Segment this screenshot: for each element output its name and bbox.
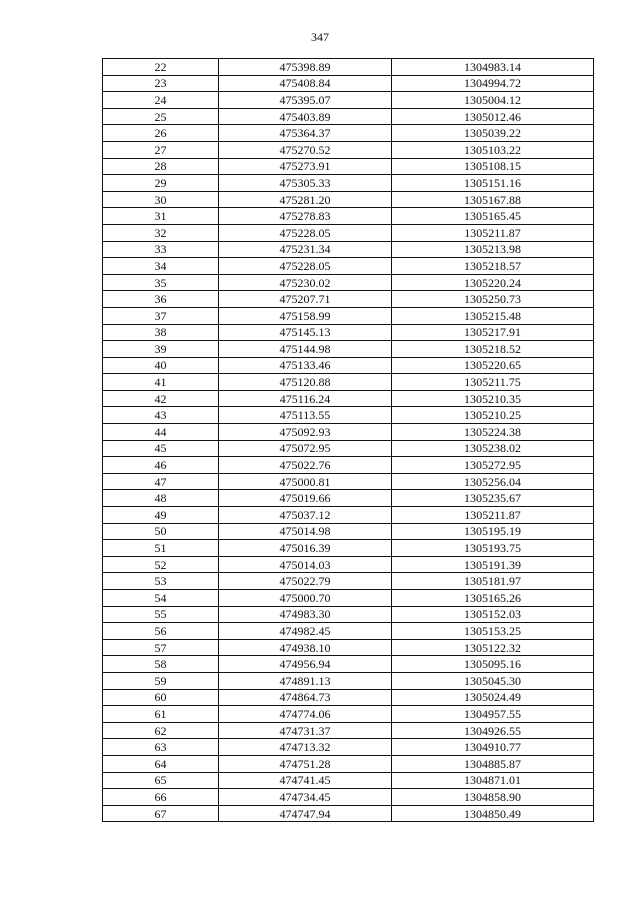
x-coordinate-cell: 475281.20: [219, 191, 392, 208]
point-number-cell: 31: [103, 208, 219, 225]
point-number-cell: 25: [103, 108, 219, 125]
point-number-cell: 49: [103, 507, 219, 524]
table-row: [103, 108, 594, 125]
point-number-cell: 48: [103, 490, 219, 507]
table-row: [103, 291, 594, 308]
y-coordinate-cell: 1305220.65: [392, 357, 594, 374]
x-coordinate-cell: 475113.55: [219, 407, 392, 424]
table-row: [103, 490, 594, 507]
table-row: [103, 424, 594, 441]
x-coordinate-cell: 475072.95: [219, 440, 392, 457]
table-row: [103, 656, 594, 673]
x-coordinate-cell: 475014.03: [219, 556, 392, 573]
y-coordinate-cell: 1305213.98: [392, 241, 594, 258]
point-number-cell: 26: [103, 125, 219, 142]
table-row: [103, 473, 594, 490]
y-coordinate-cell: 1305195.19: [392, 523, 594, 540]
point-number-cell: 44: [103, 424, 219, 441]
y-coordinate-cell: 1305238.02: [392, 440, 594, 457]
table-row: [103, 573, 594, 590]
y-coordinate-cell: 1304983.14: [392, 59, 594, 76]
x-coordinate-cell: 475278.83: [219, 208, 392, 225]
y-coordinate-cell: 1305181.97: [392, 573, 594, 590]
x-coordinate-cell: 475207.71: [219, 291, 392, 308]
x-coordinate-cell: 474741.45: [219, 772, 392, 789]
page-number: 347: [311, 30, 329, 44]
table-row: [103, 805, 594, 822]
point-number-cell: 57: [103, 639, 219, 656]
point-number-cell: 61: [103, 706, 219, 723]
x-coordinate-cell: 475144.98: [219, 341, 392, 358]
point-number-cell: 60: [103, 689, 219, 706]
point-number-cell: 54: [103, 590, 219, 607]
point-number-cell: 43: [103, 407, 219, 424]
point-number-cell: 47: [103, 473, 219, 490]
table-row: [103, 75, 594, 92]
x-coordinate-cell: 475403.89: [219, 108, 392, 125]
y-coordinate-cell: 1305272.95: [392, 457, 594, 474]
x-coordinate-cell: 475000.81: [219, 473, 392, 490]
table-row: [103, 789, 594, 806]
table-row: [103, 772, 594, 789]
point-number-cell: 28: [103, 158, 219, 175]
table-row: [103, 125, 594, 142]
x-coordinate-cell: 475228.05: [219, 224, 392, 241]
y-coordinate-cell: 1304850.49: [392, 805, 594, 822]
x-coordinate-cell: 474864.73: [219, 689, 392, 706]
y-coordinate-cell: 1305211.87: [392, 507, 594, 524]
point-number-cell: 29: [103, 175, 219, 192]
table-row: [103, 224, 594, 241]
x-coordinate-cell: 475158.99: [219, 307, 392, 324]
table-row: [103, 307, 594, 324]
x-coordinate-cell: 474956.94: [219, 656, 392, 673]
point-number-cell: 35: [103, 274, 219, 291]
y-coordinate-cell: 1305218.57: [392, 258, 594, 275]
table-row: [103, 639, 594, 656]
point-number-cell: 22: [103, 59, 219, 76]
x-coordinate-cell: 475230.02: [219, 274, 392, 291]
x-coordinate-cell: 475037.12: [219, 507, 392, 524]
x-coordinate-cell: 475120.88: [219, 374, 392, 391]
y-coordinate-cell: 1305256.04: [392, 473, 594, 490]
x-coordinate-cell: 475231.34: [219, 241, 392, 258]
point-number-cell: 36: [103, 291, 219, 308]
y-coordinate-cell: 1305250.73: [392, 291, 594, 308]
y-coordinate-cell: 1304885.87: [392, 755, 594, 772]
x-coordinate-cell: 475014.98: [219, 523, 392, 540]
y-coordinate-cell: 1304957.55: [392, 706, 594, 723]
point-number-cell: 51: [103, 540, 219, 557]
table-row: [103, 556, 594, 573]
coordinates-table-body: [103, 59, 594, 822]
y-coordinate-cell: 1304994.72: [392, 75, 594, 92]
table-row: [103, 540, 594, 557]
x-coordinate-cell: 475022.76: [219, 457, 392, 474]
table-row: [103, 407, 594, 424]
x-coordinate-cell: 475273.91: [219, 158, 392, 175]
table-row: [103, 689, 594, 706]
table-row: [103, 606, 594, 623]
table-row: [103, 191, 594, 208]
point-number-cell: 46: [103, 457, 219, 474]
y-coordinate-cell: 1305122.32: [392, 639, 594, 656]
point-number-cell: 42: [103, 390, 219, 407]
point-number-cell: 40: [103, 357, 219, 374]
table-row: [103, 258, 594, 275]
point-number-cell: 39: [103, 341, 219, 358]
x-coordinate-cell: 474774.06: [219, 706, 392, 723]
x-coordinate-cell: 475022.79: [219, 573, 392, 590]
table-row: [103, 507, 594, 524]
x-coordinate-cell: 474982.45: [219, 623, 392, 640]
x-coordinate-cell: 474747.94: [219, 805, 392, 822]
point-number-cell: 23: [103, 75, 219, 92]
point-number-cell: 50: [103, 523, 219, 540]
table-row: [103, 672, 594, 689]
x-coordinate-cell: 474713.32: [219, 739, 392, 756]
y-coordinate-cell: 1305191.39: [392, 556, 594, 573]
point-number-cell: 33: [103, 241, 219, 258]
y-coordinate-cell: 1305215.48: [392, 307, 594, 324]
x-coordinate-cell: 475364.37: [219, 125, 392, 142]
y-coordinate-cell: 1305004.12: [392, 92, 594, 109]
x-coordinate-cell: 475092.93: [219, 424, 392, 441]
y-coordinate-cell: 1305193.75: [392, 540, 594, 557]
table-row: [103, 440, 594, 457]
y-coordinate-cell: 1305039.22: [392, 125, 594, 142]
y-coordinate-cell: 1305151.16: [392, 175, 594, 192]
table-row: [103, 755, 594, 772]
y-coordinate-cell: 1305024.49: [392, 689, 594, 706]
x-coordinate-cell: 475305.33: [219, 175, 392, 192]
x-coordinate-cell: 474938.10: [219, 639, 392, 656]
y-coordinate-cell: 1305165.45: [392, 208, 594, 225]
y-coordinate-cell: 1304926.55: [392, 722, 594, 739]
x-coordinate-cell: 474731.37: [219, 722, 392, 739]
x-coordinate-cell: 475395.07: [219, 92, 392, 109]
x-coordinate-cell: 474983.30: [219, 606, 392, 623]
table-row: [103, 357, 594, 374]
point-number-cell: 41: [103, 374, 219, 391]
point-number-cell: 64: [103, 755, 219, 772]
y-coordinate-cell: 1304871.01: [392, 772, 594, 789]
table-row: [103, 341, 594, 358]
y-coordinate-cell: 1305012.46: [392, 108, 594, 125]
point-number-cell: 58: [103, 656, 219, 673]
y-coordinate-cell: 1305153.25: [392, 623, 594, 640]
table-row: [103, 390, 594, 407]
y-coordinate-cell: 1305211.87: [392, 224, 594, 241]
point-number-cell: 62: [103, 722, 219, 739]
x-coordinate-cell: 475000.70: [219, 590, 392, 607]
table-row: [103, 274, 594, 291]
x-coordinate-cell: 475228.05: [219, 258, 392, 275]
y-coordinate-cell: 1305220.24: [392, 274, 594, 291]
point-number-cell: 59: [103, 672, 219, 689]
y-coordinate-cell: 1305103.22: [392, 141, 594, 158]
table-row: [103, 523, 594, 540]
point-number-cell: 24: [103, 92, 219, 109]
table-row: [103, 208, 594, 225]
table-row: [103, 158, 594, 175]
table-row: [103, 59, 594, 76]
point-number-cell: 27: [103, 141, 219, 158]
table-row: [103, 457, 594, 474]
point-number-cell: 37: [103, 307, 219, 324]
x-coordinate-cell: 475116.24: [219, 390, 392, 407]
y-coordinate-cell: 1304858.90: [392, 789, 594, 806]
table-row: [103, 241, 594, 258]
point-number-cell: 38: [103, 324, 219, 341]
point-number-cell: 67: [103, 805, 219, 822]
table-row: [103, 623, 594, 640]
y-coordinate-cell: 1304910.77: [392, 739, 594, 756]
point-number-cell: 66: [103, 789, 219, 806]
y-coordinate-cell: 1305217.91: [392, 324, 594, 341]
x-coordinate-cell: 474891.13: [219, 672, 392, 689]
y-coordinate-cell: 1305211.75: [392, 374, 594, 391]
x-coordinate-cell: 475408.84: [219, 75, 392, 92]
table-row: [103, 722, 594, 739]
y-coordinate-cell: 1305095.16: [392, 656, 594, 673]
point-number-cell: 56: [103, 623, 219, 640]
x-coordinate-cell: 475019.66: [219, 490, 392, 507]
point-number-cell: 34: [103, 258, 219, 275]
y-coordinate-cell: 1305167.88: [392, 191, 594, 208]
point-number-cell: 55: [103, 606, 219, 623]
table-row: [103, 175, 594, 192]
point-number-cell: 30: [103, 191, 219, 208]
table-row: [103, 92, 594, 109]
y-coordinate-cell: 1305224.38: [392, 424, 594, 441]
y-coordinate-cell: 1305045.30: [392, 672, 594, 689]
point-number-cell: 45: [103, 440, 219, 457]
y-coordinate-cell: 1305108.15: [392, 158, 594, 175]
y-coordinate-cell: 1305152.03: [392, 606, 594, 623]
point-number-cell: 65: [103, 772, 219, 789]
table-row: [103, 324, 594, 341]
coordinates-table: [102, 58, 594, 822]
x-coordinate-cell: 474734.45: [219, 789, 392, 806]
y-coordinate-cell: 1305210.35: [392, 390, 594, 407]
y-coordinate-cell: 1305210.25: [392, 407, 594, 424]
point-number-cell: 53: [103, 573, 219, 590]
y-coordinate-cell: 1305235.67: [392, 490, 594, 507]
point-number-cell: 52: [103, 556, 219, 573]
x-coordinate-cell: 475145.13: [219, 324, 392, 341]
table-row: [103, 706, 594, 723]
x-coordinate-cell: 475270.52: [219, 141, 392, 158]
y-coordinate-cell: 1305165.26: [392, 590, 594, 607]
x-coordinate-cell: 475133.46: [219, 357, 392, 374]
point-number-cell: 32: [103, 224, 219, 241]
x-coordinate-cell: 475016.39: [219, 540, 392, 557]
table-row: [103, 141, 594, 158]
x-coordinate-cell: 474751.28: [219, 755, 392, 772]
table-row: [103, 374, 594, 391]
point-number-cell: 63: [103, 739, 219, 756]
y-coordinate-cell: 1305218.52: [392, 341, 594, 358]
x-coordinate-cell: 475398.89: [219, 59, 392, 76]
table-row: [103, 590, 594, 607]
table-row: [103, 739, 594, 756]
